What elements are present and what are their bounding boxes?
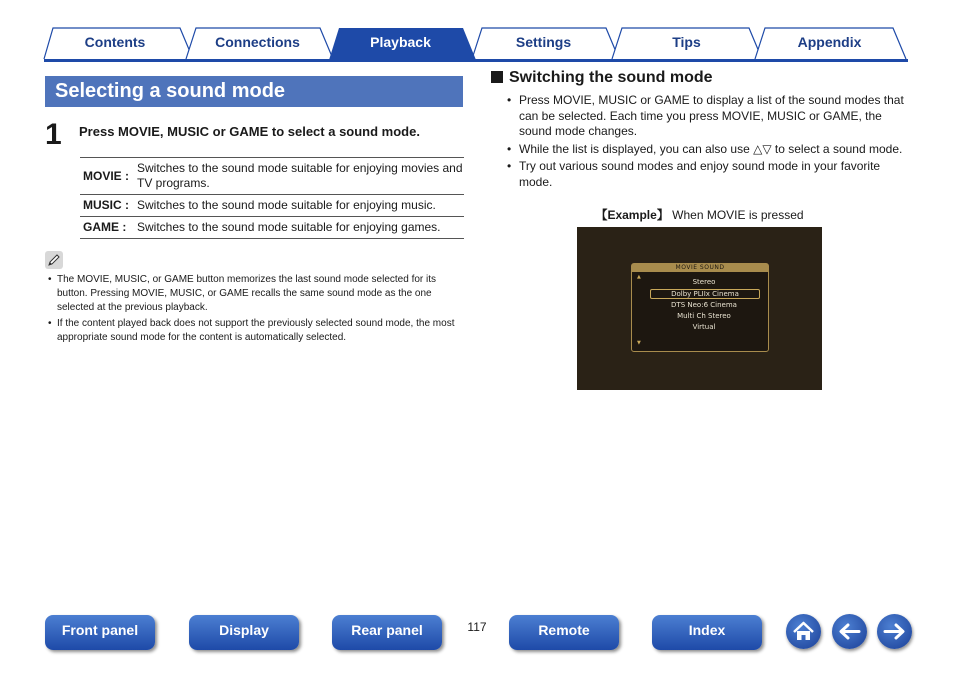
list-item: • Press MOVIE, MUSIC or GAME to display a list of the sound modes that can be selected. Each time you press MOVIE, MUSIC or GAME, the sound mode changes. [507,93,907,140]
mode-key: MOVIE : [80,158,137,195]
home-icon [786,614,821,649]
sound-mode-table [80,157,464,239]
menu-item: Virtual [692,323,716,331]
tab-playback[interactable]: Playback [370,34,431,50]
menu-item-selected: Dolby PLIIx Cinema [650,289,760,299]
tab-bar [0,0,954,64]
back-button[interactable] [832,614,867,649]
scroll-up-icon: ▲ [637,274,641,280]
menu-item: DTS Neo:6 Cinema [671,301,737,309]
back-arrow-icon [832,614,867,649]
table-row [80,195,464,217]
pencil-note-icon [45,251,63,269]
subsection-title [491,68,713,88]
list-item: • Try out various sound modes and enjoy sound mode in your favorite mode. [507,159,907,190]
front-panel-button[interactable]: Front panel [45,615,155,650]
menu-title: MOVIE SOUND [632,264,768,272]
notes-list [45,273,465,347]
sound-mode-menu [631,263,769,352]
table-row [80,217,464,239]
home-button[interactable] [786,614,821,649]
table-row [80,158,464,195]
step-number: 1 [45,118,62,151]
section-title: Selecting a sound mode [45,76,463,107]
forward-button[interactable] [877,614,912,649]
mode-description: Switches to the sound mode suitable for enjoying music. [137,195,464,217]
example-text: When MOVIE is pressed [668,208,804,222]
subsection-title-text: Switching the sound mode [509,69,713,86]
example-label: 【Example】 [595,208,669,222]
tab-appendix[interactable]: Appendix [797,34,862,50]
mode-key: GAME : [80,217,137,239]
tab-tips[interactable]: Tips [672,34,701,50]
tab-contents[interactable]: Contents [84,34,146,50]
list-item: • While the list is displayed, you can also use △▽ to select a sound mode. [507,142,907,158]
step-instruction: Press MOVIE, MUSIC or GAME to select a sound mode. [79,124,420,139]
mode-description: Switches to the sound mode suitable for enjoying games. [137,217,464,239]
scroll-down-icon: ▼ [637,340,641,346]
instructions-list [507,93,907,192]
forward-arrow-icon [877,614,912,649]
menu-item: Multi Ch Stereo [677,312,731,320]
display-button[interactable]: Display [189,615,299,650]
mode-description: Switches to the sound mode suitable for enjoying movies and TV programs. [137,158,464,195]
list-item: • If the content played back does not support the previously selected sound mode, the most appropriate sound mode for the content is automatically selected. [45,317,465,345]
tab-settings[interactable]: Settings [515,34,572,50]
square-bullet-icon [491,71,503,83]
rear-panel-button[interactable]: Rear panel [332,615,442,650]
menu-item: Stereo [692,278,716,286]
mode-key: MUSIC : [80,195,137,217]
page-number: 117 [467,620,487,634]
list-item: • The MOVIE, MUSIC, or GAME button memorizes the last sound mode selected for its button. Pressing MOVIE, MUSIC, or GAME recalls the same sound mode as the one selected at the previous playback. [45,273,465,315]
index-button[interactable]: Index [652,615,762,650]
remote-button[interactable]: Remote [509,615,619,650]
tv-screen-example [577,227,822,390]
tab-connections[interactable]: Connections [215,34,300,50]
example-caption [577,207,822,223]
